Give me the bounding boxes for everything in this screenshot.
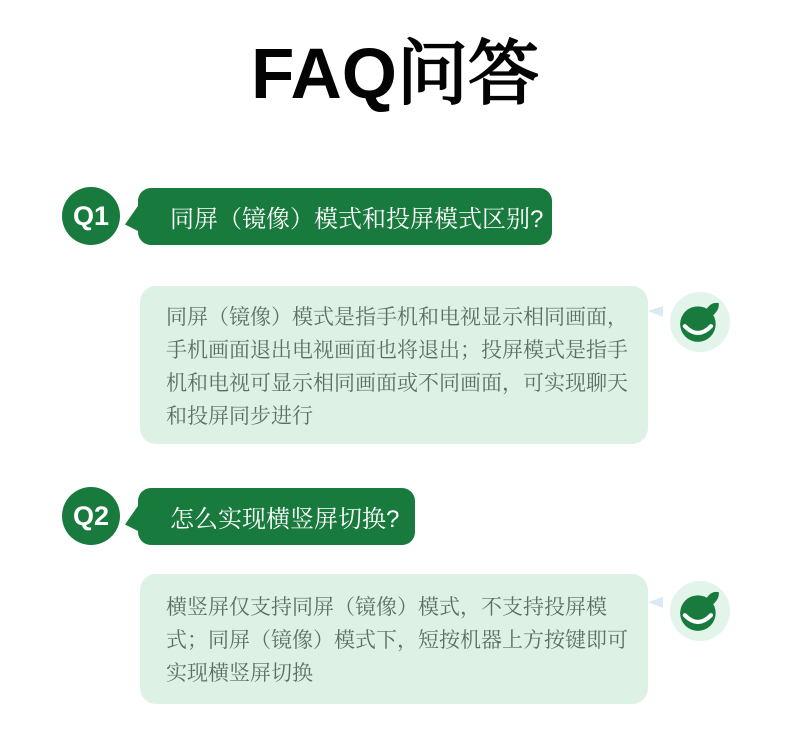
speech-tail-icon	[125, 203, 140, 232]
brand-avatar	[670, 581, 730, 641]
faq1-question-bubble	[138, 188, 552, 245]
faq2-badge	[62, 487, 120, 545]
faq2-question-bubble	[138, 488, 415, 545]
faq2-badge-label: Q2	[72, 500, 110, 531]
brand-smile-logo-icon	[677, 588, 723, 634]
faq1-badge-label: Q1	[72, 200, 110, 231]
faq1-answer-box	[140, 286, 648, 444]
speech-tail-icon	[125, 503, 140, 532]
brand-smile-logo-icon	[677, 299, 723, 345]
faq1-answer-text: 同屏（镜像）模式是指手机和电视显示相同画面，手机画面退出电视画面也将退出；投屏模式是指手机和电视可显示相同画面或不同画面，可实现聊天和投屏同步进行	[166, 306, 628, 428]
answer-pointer-icon	[648, 306, 663, 317]
page-title: FAQ问答	[251, 35, 539, 114]
faq2-question-text: 怎么实现横竖屏切换?	[170, 506, 400, 533]
faq2-answer-box	[140, 574, 648, 704]
brand-avatar	[670, 292, 730, 352]
faq1-badge	[62, 187, 120, 245]
faq1-question-text: 同屏（镜像）模式和投屏模式区别?	[170, 206, 544, 233]
answer-pointer-icon	[648, 597, 663, 608]
faq2-answer-text: 横竖屏仅支持同屏（镜像）模式，不支持投屏模式；同屏（镜像）模式下，短按机器上方按键即可实现横竖屏切换	[166, 596, 628, 685]
